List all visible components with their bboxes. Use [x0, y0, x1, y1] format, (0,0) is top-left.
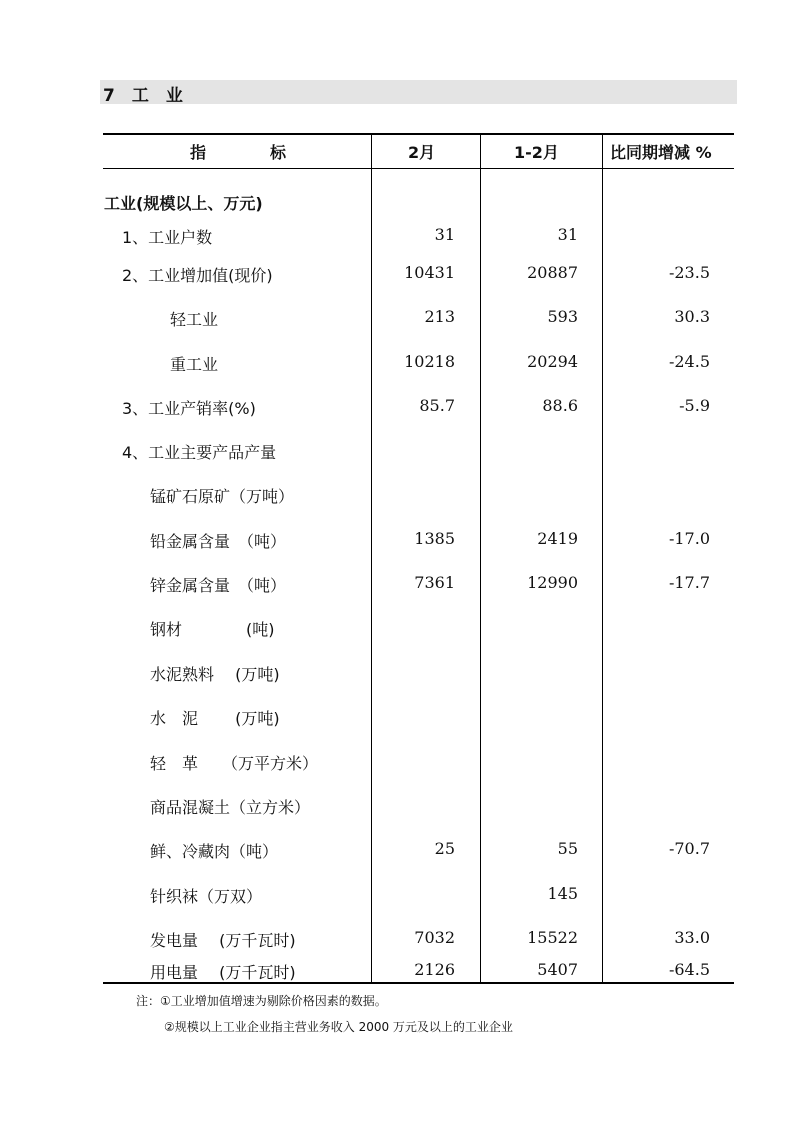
row-label: 铅金属含量 （吨）: [150, 532, 287, 551]
cell-c1: 10431: [404, 263, 455, 282]
cell-c2: 5407: [537, 960, 578, 979]
table-row: [0, 191, 793, 215]
cell-c1: 1385: [414, 529, 455, 548]
cell-c2: 20294: [527, 352, 578, 371]
cell-c3: -17.0: [668, 529, 710, 548]
row-label: 轻工业: [170, 310, 219, 329]
table-row: [0, 307, 793, 331]
table-row: [0, 839, 793, 863]
cell-c2: 12990: [527, 573, 578, 592]
row-label: 商品混凝土（立方米）: [150, 798, 311, 817]
table-row: [0, 662, 793, 686]
cell-c1: 2126: [414, 960, 455, 979]
row-label: 重工业: [170, 355, 219, 374]
header-jan-feb: 1-2月: [514, 143, 559, 162]
table-header-rule: [103, 168, 734, 169]
row-label: 1、工业户数: [122, 228, 213, 247]
section-title: 7 工 业: [103, 86, 183, 106]
table-row: [0, 263, 793, 287]
header-february: 2月: [408, 143, 436, 162]
cell-c1: 85.7: [419, 396, 455, 415]
table-row: [0, 484, 793, 508]
cell-c1: 213: [424, 307, 455, 326]
cell-c3: -70.7: [668, 839, 710, 858]
cell-c2: 31: [557, 225, 578, 244]
cell-c3: -23.5: [668, 263, 710, 282]
table-row: [0, 225, 793, 249]
cell-c1: 31: [434, 225, 455, 244]
row-label: 鲜、冷藏肉（吨）: [150, 842, 279, 861]
cell-c3: -24.5: [668, 352, 710, 371]
footnote-2: ②规模以上工业企业指主营业务收入 2000 万元及以上的工业企业: [164, 1020, 513, 1034]
row-label: 用电量 (万千瓦时): [150, 963, 296, 982]
table-row: [0, 352, 793, 376]
table-row: [0, 960, 793, 984]
cell-c3: -64.5: [668, 960, 710, 979]
table-row: [0, 751, 793, 775]
cell-c2: 2419: [537, 529, 578, 548]
table-row: [0, 440, 793, 464]
header-indicator: 指 标: [190, 143, 287, 162]
row-label: 锌金属含量 （吨）: [150, 576, 287, 595]
section-header: [100, 80, 737, 104]
table-row: [0, 706, 793, 730]
table-row: [0, 617, 793, 641]
row-label: 锰矿石原矿（万吨）: [150, 487, 295, 506]
row-label: 水 泥 (万吨): [150, 709, 280, 728]
cell-c1: 10218: [404, 352, 455, 371]
cell-c2: 88.6: [542, 396, 578, 415]
cell-c2: 145: [547, 884, 578, 903]
cell-c2: 55: [557, 839, 578, 858]
footnote-1: 注：①工业增加值增速为剔除价格因素的数据。: [136, 994, 387, 1008]
row-label: 3、工业产销率(%): [122, 399, 256, 418]
table-row: [0, 928, 793, 952]
table-row: [0, 529, 793, 553]
cell-c1: 7032: [414, 928, 455, 947]
row-label: 钢材 (吨): [150, 620, 275, 639]
table-top-rule: [103, 133, 734, 135]
row-label: 轻 革 （万平方米）: [150, 754, 319, 773]
row-label: 4、工业主要产品产量: [122, 443, 277, 462]
table-row: [0, 573, 793, 597]
cell-c1: 25: [434, 839, 455, 858]
cell-c3: -17.7: [668, 573, 710, 592]
table-row: [0, 795, 793, 819]
header-yoy-change: 比同期增减 %: [610, 143, 712, 162]
table-row: [0, 396, 793, 420]
row-label: 水泥熟料 (万吨): [150, 665, 280, 684]
cell-c2: 15522: [527, 928, 578, 947]
cell-c2: 593: [547, 307, 578, 326]
row-label: 针织袜（万双）: [150, 887, 263, 906]
row-label: 发电量 (万千瓦时): [150, 931, 296, 950]
cell-c2: 20887: [527, 263, 578, 282]
cell-c1: 7361: [414, 573, 455, 592]
row-label: 2、工业增加值(现价): [122, 266, 273, 285]
cell-c3: -5.9: [679, 396, 710, 415]
table-row: [0, 884, 793, 908]
cell-c3: 33.0: [674, 928, 710, 947]
row-label: 工业(规模以上、万元): [104, 194, 263, 213]
cell-c3: 30.3: [674, 307, 710, 326]
